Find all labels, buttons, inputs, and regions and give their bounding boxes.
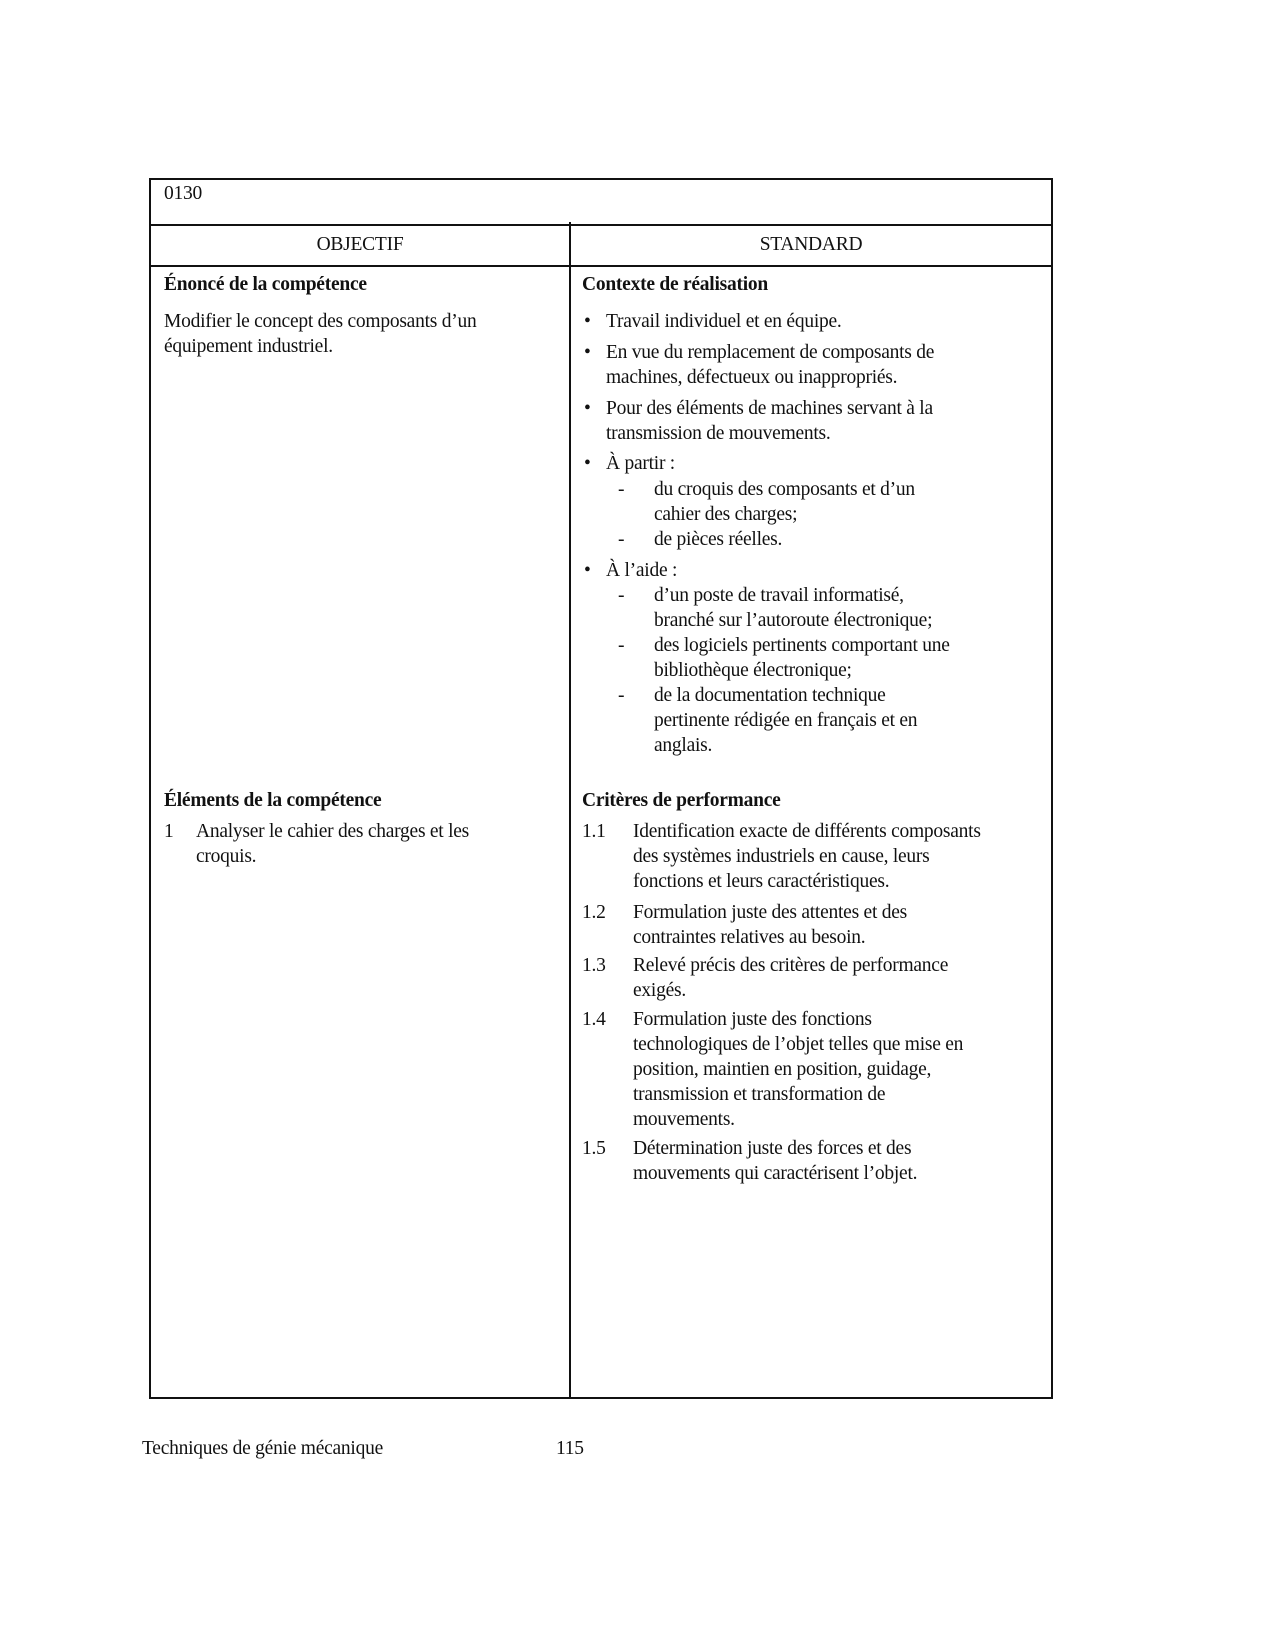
text-line: contraintes relatives au besoin.: [633, 927, 866, 948]
dash-icon: -: [618, 585, 625, 606]
dash-icon: -: [618, 685, 625, 706]
enonce-text: [164, 309, 476, 359]
text-line: Analyser le cahier des charges et les: [196, 821, 470, 842]
text-line: branché sur l’autoroute électronique;: [654, 610, 933, 631]
sub-item: [618, 477, 915, 527]
enonce-title: Énoncé de la compétence: [164, 274, 367, 295]
text-line: Formulation juste des attentes et des: [633, 902, 907, 923]
text-line: Pour des éléments de machines servant à la: [606, 398, 933, 419]
item-text: [606, 340, 934, 390]
criterion-number: 1.3: [582, 955, 606, 976]
sub-item: [618, 633, 950, 683]
text-line: d’un poste de travail informatisé,: [654, 585, 904, 606]
text-line: fonctions et leurs caractéristiques.: [633, 871, 890, 892]
criterion-number: 1.1: [582, 821, 606, 842]
text-line: des logiciels pertinents comportant une: [654, 635, 950, 656]
bullet-item: [584, 309, 842, 334]
text-line: machines, défectueux ou inappropriés.: [606, 367, 898, 388]
bullet-icon: •: [584, 342, 591, 363]
divider: [151, 224, 1051, 226]
footer-title: Techniques de génie mécanique: [142, 1438, 383, 1459]
criterion-text: [633, 953, 948, 1003]
header-objectif: OBJECTIF: [316, 234, 404, 255]
item-text: [606, 396, 933, 446]
item-text: [654, 477, 915, 527]
text-line: Modifier le concept des composants d’un: [164, 311, 477, 332]
elements-title: Éléments de la compétence: [164, 790, 382, 811]
text-line: Détermination juste des forces et des: [633, 1138, 912, 1159]
criterion-item: [582, 819, 981, 894]
bullet-item: [584, 396, 933, 446]
text-line: Relevé précis des critères de performance: [633, 955, 949, 976]
header-standard: STANDARD: [759, 234, 863, 255]
item-text: [654, 527, 782, 552]
sub-item: [618, 583, 932, 633]
criterion-item: [582, 1007, 963, 1132]
item-text: [606, 309, 842, 334]
sub-item: [618, 683, 917, 758]
dash-icon: -: [618, 479, 625, 500]
column-divider: [569, 222, 571, 1397]
item-text: [606, 558, 677, 583]
text-line: équipement industriel.: [164, 336, 333, 357]
bullet-icon: •: [584, 560, 591, 581]
criterion-number: 1.2: [582, 902, 606, 923]
text-line: Identification exacte de différents composants: [633, 821, 981, 842]
dash-icon: -: [618, 529, 625, 550]
item-text: [654, 583, 932, 633]
text-line: position, maintien en position, guidage,: [633, 1059, 932, 1080]
text-line: exigés.: [633, 980, 686, 1001]
criterion-text: [633, 900, 907, 950]
criterion-text: [633, 1007, 963, 1132]
text-line: pertinente rédigée en français et en: [654, 710, 918, 731]
bullet-item: [584, 558, 677, 583]
criteres-title: Critères de performance: [582, 790, 781, 811]
dash-icon: -: [618, 635, 625, 656]
text-line: transmission de mouvements.: [606, 423, 831, 444]
text-line: des systèmes industriels en cause, leurs: [633, 846, 930, 867]
bullet-item: [584, 340, 934, 390]
text-line: À l’aide :: [606, 560, 678, 581]
text-line: croquis.: [196, 846, 257, 867]
sub-item: [618, 527, 782, 552]
text-line: bibliothèque électronique;: [654, 660, 852, 681]
bullet-item: [584, 451, 675, 476]
element-number: 1: [164, 821, 174, 842]
text-line: transmission et transformation de: [633, 1084, 886, 1105]
item-text: [606, 451, 675, 476]
text-line: Formulation juste des fonctions: [633, 1009, 872, 1030]
text-line: cahier des charges;: [654, 504, 798, 525]
criterion-item: [582, 953, 948, 1003]
text-line: technologiques de l’objet telles que mise en: [633, 1034, 964, 1055]
item-text: [654, 683, 917, 758]
element-item: [164, 819, 469, 869]
contexte-title: Contexte de réalisation: [582, 274, 768, 295]
text-line: de pièces réelles.: [654, 529, 783, 550]
bullet-icon: •: [584, 311, 591, 332]
text-line: anglais.: [654, 735, 713, 756]
criterion-text: [633, 819, 981, 894]
bullet-icon: •: [584, 398, 591, 419]
criterion-item: [582, 1136, 917, 1186]
text-line: du croquis des composants et d’un: [654, 479, 915, 500]
page-number: 115: [556, 1438, 584, 1459]
criterion-text: [633, 1136, 917, 1186]
item-text: [654, 633, 950, 683]
competency-code: 0130: [164, 183, 202, 204]
text-line: Travail individuel et en équipe.: [606, 311, 842, 332]
text-line: À partir :: [606, 453, 675, 474]
text-line: mouvements qui caractérisent l’objet.: [633, 1163, 918, 1184]
bullet-icon: •: [584, 453, 591, 474]
divider: [151, 265, 1051, 267]
criterion-number: 1.4: [582, 1009, 606, 1030]
criterion-item: [582, 900, 907, 950]
text-line: En vue du remplacement de composants de: [606, 342, 935, 363]
text-line: mouvements.: [633, 1109, 735, 1130]
text-line: de la documentation technique: [654, 685, 886, 706]
criterion-number: 1.5: [582, 1138, 606, 1159]
